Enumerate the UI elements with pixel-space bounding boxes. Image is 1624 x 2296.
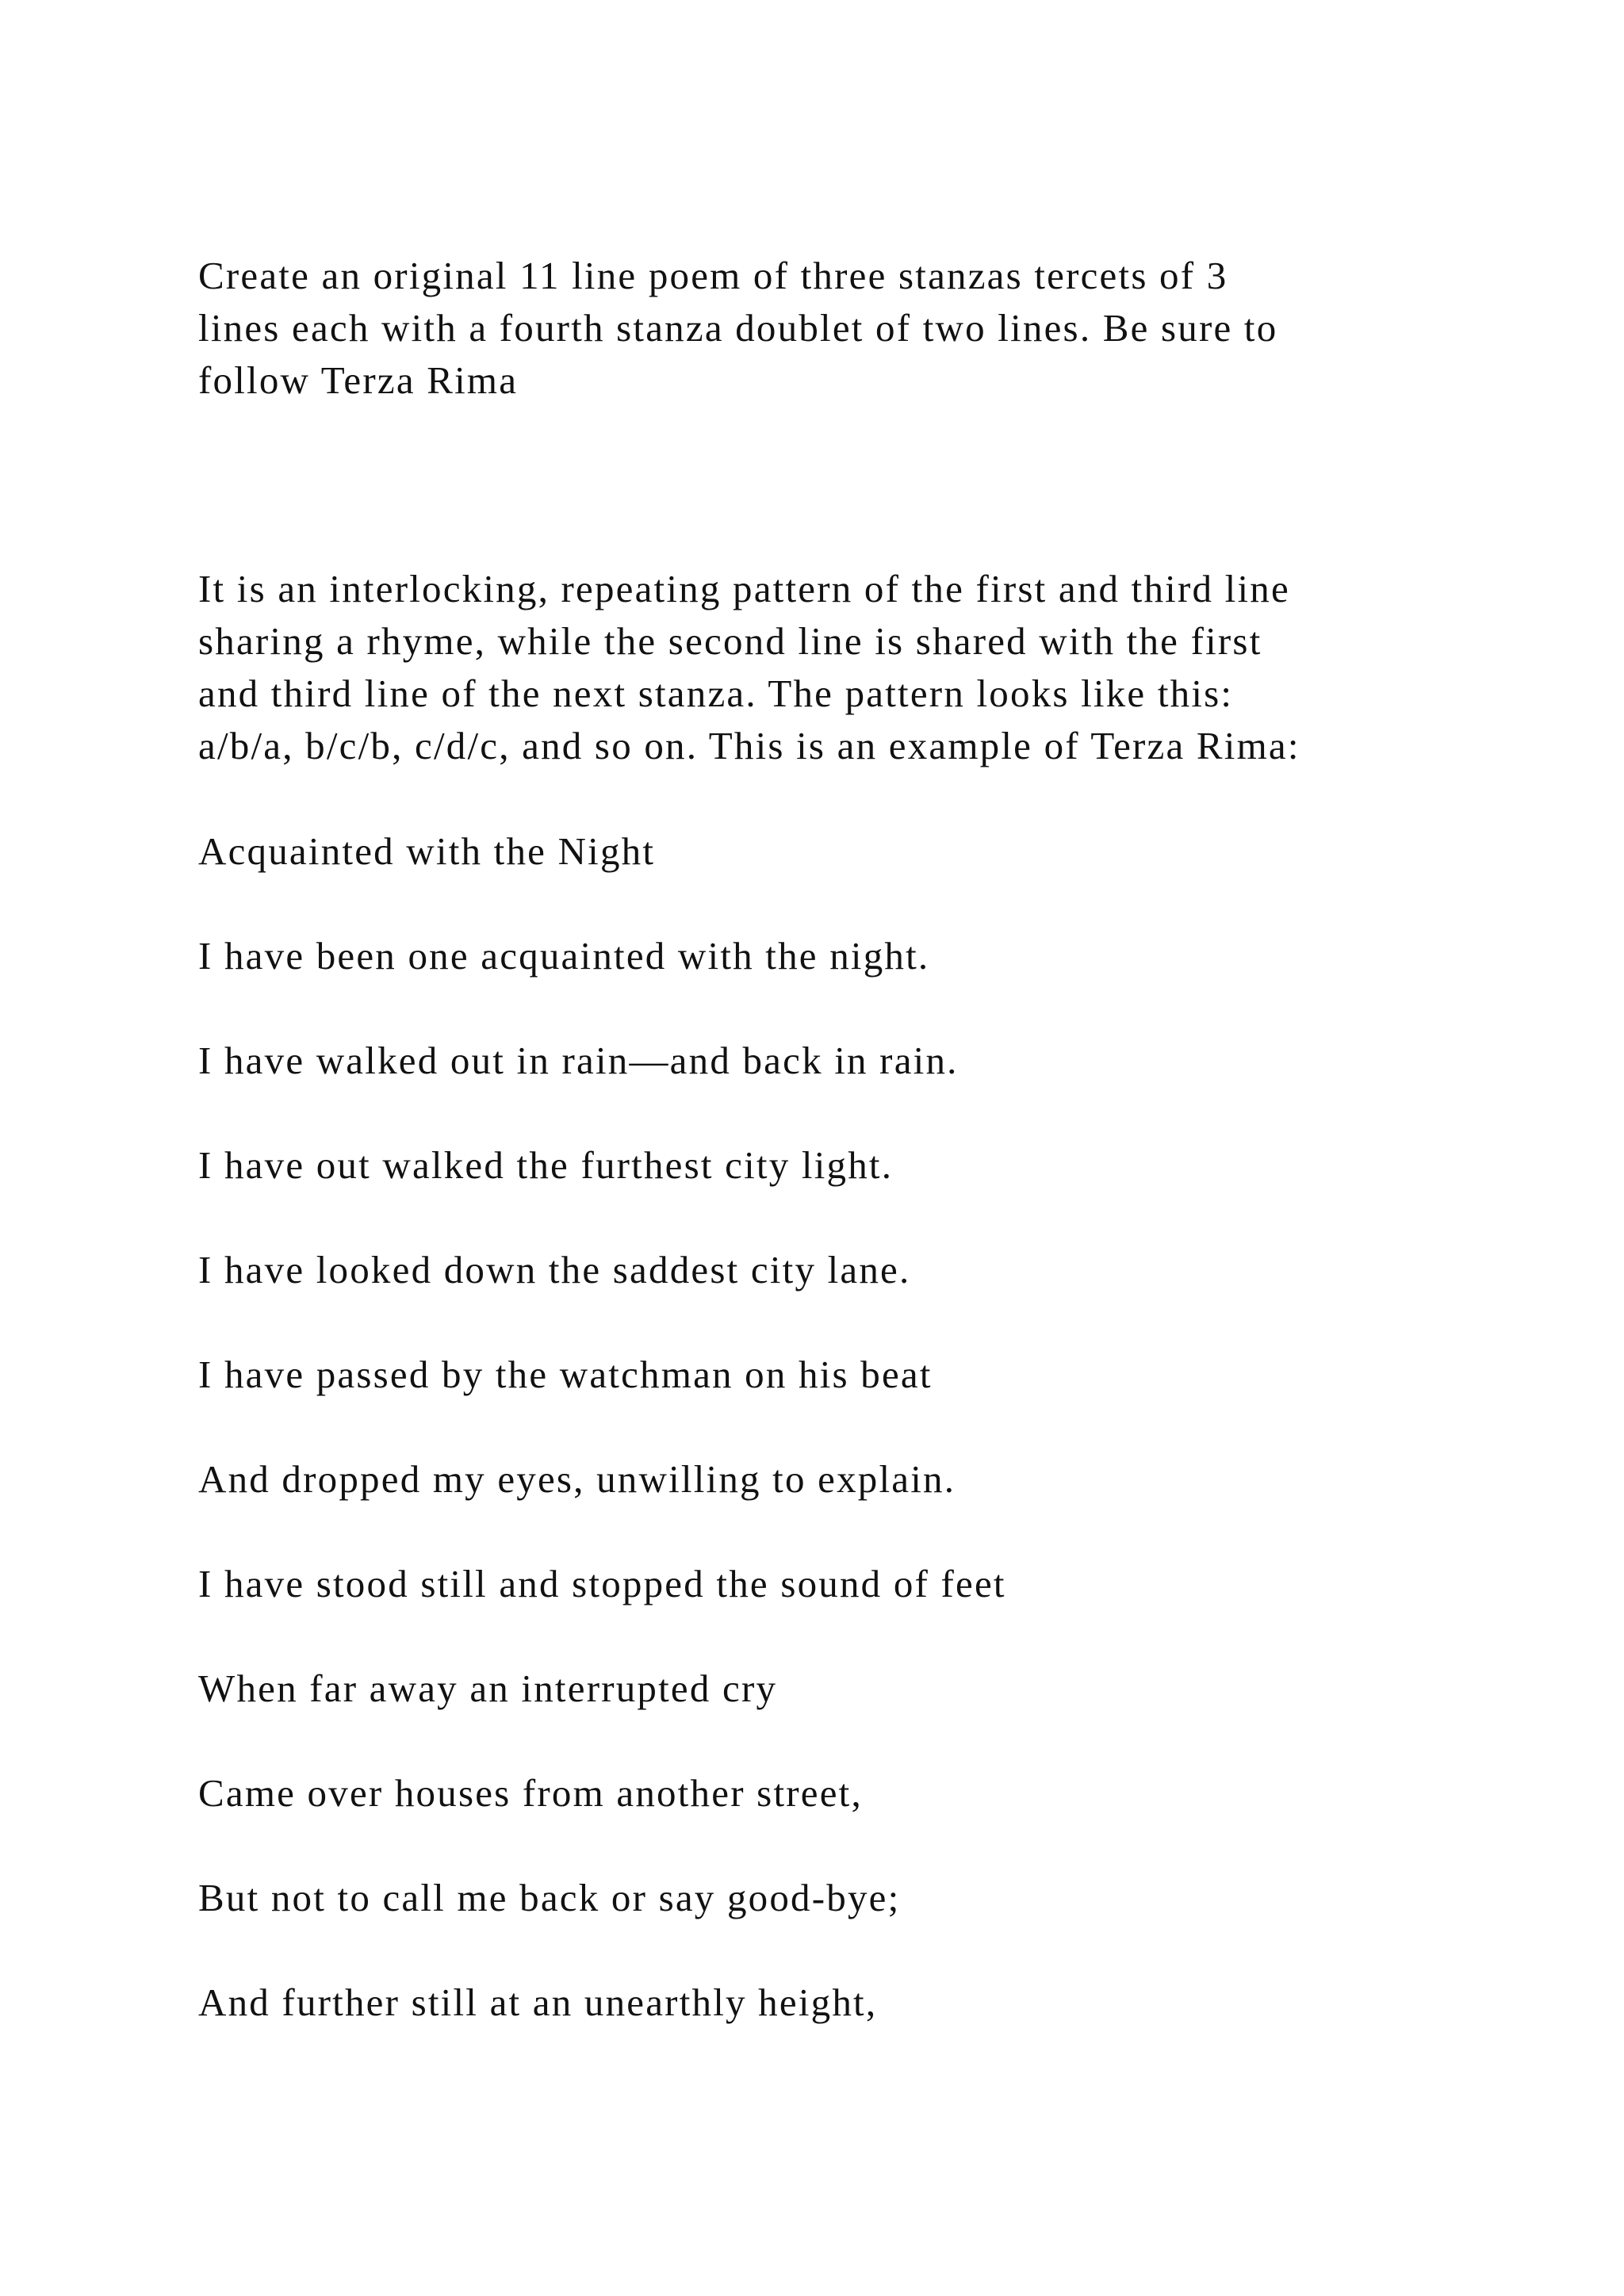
instructions-line: Create an original 11 line poem of three stanzas tercets of 3: [198, 254, 1228, 297]
poem-line: But not to call me back or say good-bye;: [198, 1876, 901, 1919]
poem-line: I have out walked the furthest city light.: [198, 1143, 894, 1187]
explanation-line: a/b/a, b/c/b, c/d/c, and so on. This is an example of Terza Rima:: [198, 724, 1300, 767]
instructions-paragraph: [198, 250, 1499, 407]
poem-line: I have walked out in rain—and back in rain.: [198, 1039, 959, 1082]
poem-line: I have looked down the saddest city lane.: [198, 1248, 911, 1292]
explanation-line: sharing a rhyme, while the second line is shared with the first: [198, 619, 1262, 663]
poem-line: I have stood still and stopped the sound of feet: [198, 1562, 1006, 1605]
poem-line: And dropped my eyes, unwilling to explain.: [198, 1457, 956, 1501]
instructions-line: follow Terza Rima: [198, 358, 519, 402]
poem-line: When far away an interrupted cry: [198, 1667, 778, 1710]
poem-line: I have been one acquainted with the night.: [198, 934, 930, 978]
poem-line: I have passed by the watchman on his beat: [198, 1353, 933, 1396]
explanation-paragraph: [198, 563, 1499, 772]
instructions-line: lines each with a fourth stanza doublet of two lines. Be sure to: [198, 306, 1278, 350]
poem-title: Acquainted with the Night: [198, 829, 656, 873]
poem-line: And further still at an unearthly height,: [198, 1980, 878, 2024]
explanation-line: It is an interlocking, repeating pattern of the first and third line: [198, 567, 1290, 610]
poem-line: Came over houses from another street,: [198, 1771, 863, 1815]
explanation-line: and third line of the next stanza. The pattern looks like this:: [198, 672, 1234, 715]
